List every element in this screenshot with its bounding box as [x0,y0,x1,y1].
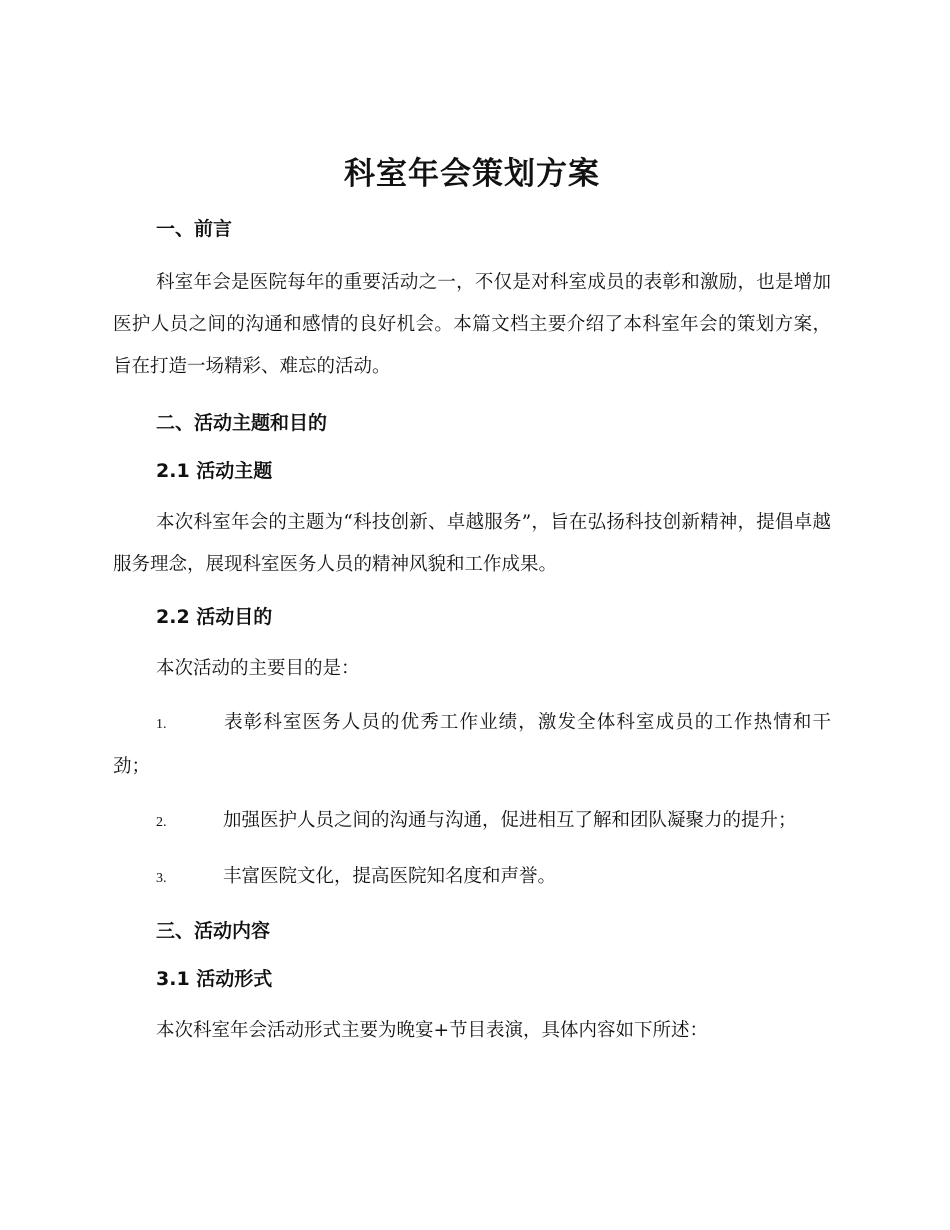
list-item [113,702,831,788]
document-body [113,148,831,1052]
list-item-text: 加强医护人员之间的沟通与沟通，促进相互了解和团队凝聚力的提升； [223,810,797,831]
subsection-heading-theme: 2.1 活动主题 [156,460,273,482]
list-item-text: 丰富医院文化，提高医院知名度和声誉。 [223,866,557,887]
list-item-number: 2. [156,815,167,830]
theme-paragraph: 本次科室年会的主题为“科技创新、卓越服务”，旨在弘扬科技创新精神，提倡卓越服务理念，展现科室医务人员的精神风貌和工作成果。 [113,512,831,575]
format-paragraph: 本次科室年会活动形式主要为晚宴+节目表演，具体内容如下所述： [156,1020,709,1041]
list-item [113,856,831,900]
subsection-heading-goals: 2.2 活动目的 [156,606,273,628]
goals-intro: 本次活动的主要目的是： [156,658,360,679]
section-heading-content: 三、活动内容 [156,920,271,942]
section-heading-preface: 一、前言 [156,218,233,240]
document-title: 科室年会策划方案 [344,156,600,192]
list-item [113,800,831,844]
section-heading-theme-goals: 二、活动主题和目的 [156,412,328,434]
list-item-number: 1. [156,717,167,732]
list-item-number: 3. [156,871,167,886]
list-item-text: 表彰科室医务人员的优秀工作业绩，激发全体科室成员的工作热情和干劲； [113,712,831,777]
preface-paragraph: 科室年会是医院每年的重要活动之一，不仅是对科室成员的表彰和激励，也是增加医护人员之间的沟通和感情的良好机会。本篇文档主要介绍了本科室年会的策划方案，旨在打造一场精彩、难忘的活动。 [113,272,831,377]
subsection-heading-format: 3.1 活动形式 [156,968,273,990]
